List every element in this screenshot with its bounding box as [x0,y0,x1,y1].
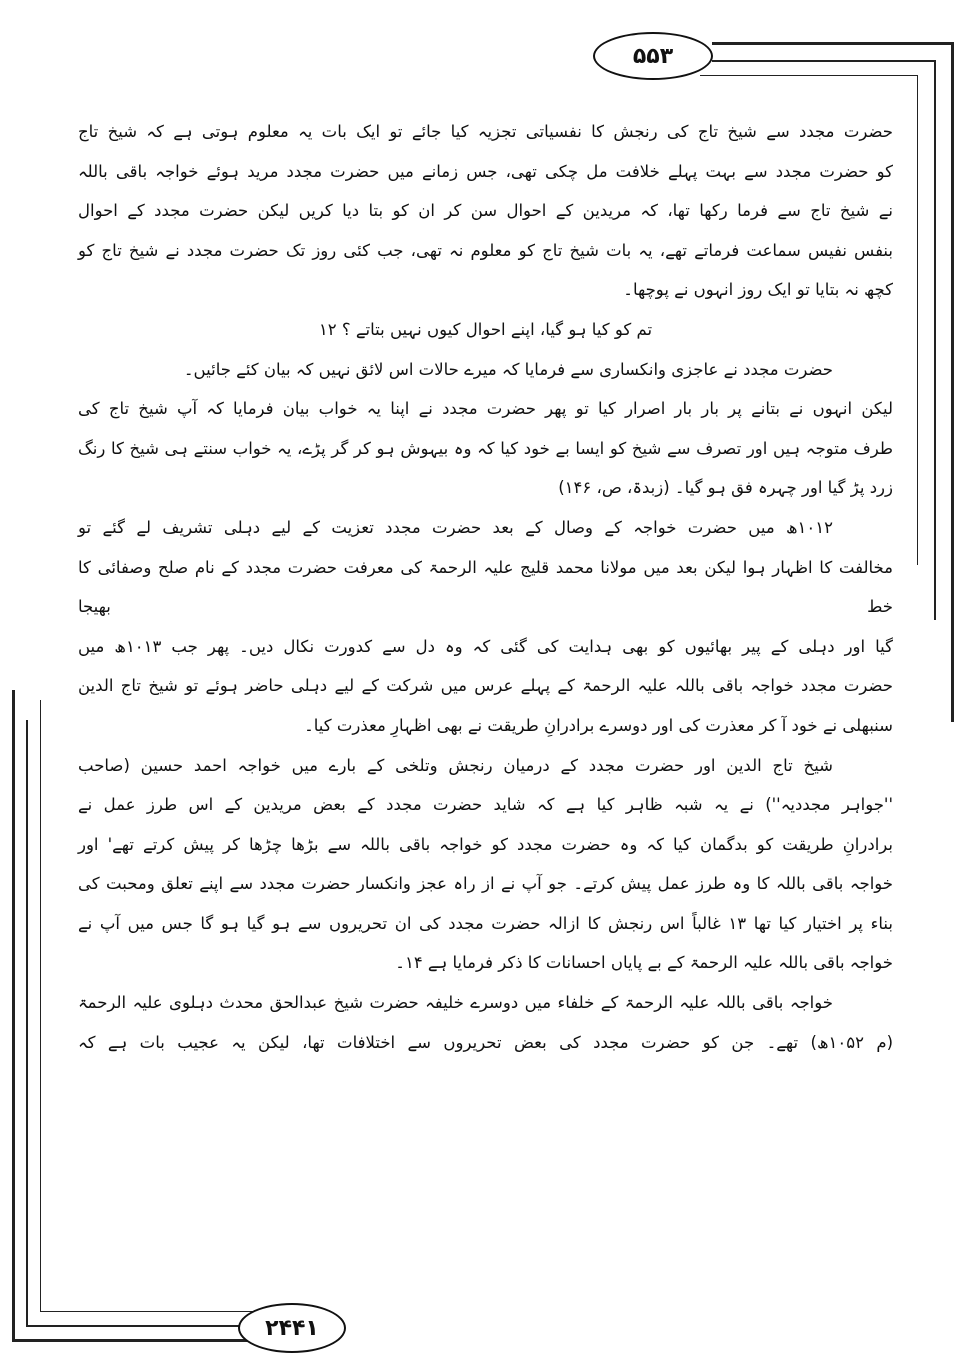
text-line: سنبھلی نے خود آ کر معذرت کی اور دوسرے برادرانِ طریقت نے بھی اظہارِ معذرت کیا۔ [304,715,893,735]
frame-line [12,690,15,1340]
text-line: خواجہ باقی باللہ علیہ الرحمۃ کے بے پایاں احسانات کا ذکر فرمایا ہے ۱۴۔ [395,953,893,973]
text-line: حضرت مجدد نے عاجزی وانکساری سے فرمایا کہ میرے حالات اس لائق نہیں کہ بیان کئے جائیں۔ [183,359,833,379]
text-line: لیکن انہوں نے بتانے پر بار بار اصرار کیا تو پھر حضرت مجدد نے اپنا یہ خواب بیان فرمایا کہ آپ شیخ تاج کی [78,399,893,419]
text-line: طرف متوجہ ہیں اور تصرف سے شیخ کو ایسا بے خود کیا کہ وہ بیہوش ہو کر گر پڑے، یہ خواب سنتے ہی شیخ کا رنگ [78,438,893,458]
body-text [78,112,893,1062]
text-line: شیخ تاج الدین اور حضرت مجدد کے درمیان رنجش وتلخی کے بارے میں خواجہ احمد حسین (صاحب [78,755,833,775]
frame-line [700,75,918,76]
frame-line [712,60,936,62]
page-number-bottom: ۲۴۴۱ [238,1303,346,1353]
frame-line [934,60,936,620]
text-line: خواجہ باقی باللہ علیہ الرحمۃ کے خلفاء میں دوسرے خلیفہ حضرت شیخ عبدالحق محدث دہلوی علیہ الرحمۃ [78,993,833,1013]
text-line: کو حضرت مجدد سے بہت پہلے خلافت مل چکی تھی، جس زمانے میں حضرت مجدد مرید ہوئے خواجہ باقی باللہ [78,161,893,181]
quote-line: تم کو کیا ہو گیا، اپنے احوال کیوں نہیں بتاتے ؟ ۱۲ [318,319,653,339]
frame-line [951,42,954,722]
text-line: ''جواہر مجددیہ'') نے یہ شبہ ظاہر کیا ہے کہ شاید حضرت مجدد کے بعض مریدین کے اس طرز عمل نے [78,795,893,815]
page-number-top: ۵۵۳ [593,32,713,80]
frame-line [40,1311,255,1312]
frame-line [26,720,28,1325]
text-line: (م ۱۰۵۲ھ) تھے۔ جن کو حضرت مجدد کی بعض تحریروں سے اختلافات تھا، لیکن یہ عجیب بات ہے کہ [78,1032,894,1052]
text-line: ۱۰۱۲ھ میں حضرت خواجہ کے وصال کے بعد حضرت مجدد تعزیت کے لیے دہلی تشریف لے گئے تو [78,517,833,537]
frame-line [917,75,918,565]
text-line: بناء پر اختیار کیا تھا ۱۳ غالباً اس رنجش کا ازالہ حضرت مجدد کی ان تحریروں سے ہو گیا ہو گا جس میں آپ نے [78,913,893,933]
text-line: بنفس نفیس سماعت فرماتے تھے، یہ بات شیخ تاج کو معلوم نہ تھی، جب کئی روز تک حضرت مجدد نے شیخ تاج کو [78,240,893,260]
text-line: گیا اور دہلی کے پیر بھائیوں کو بھی ہدایت کی گئی کہ وہ دل سے کدورت نکال دیں۔ پھر جب ۱۰۱۳ھ میں [78,636,893,656]
text-line: خواجہ باقی باللہ کا وہ طرز عمل پیش کرتے۔ جو آپ نے از راہ عجز وانکسار حضرت مجدد سے اپنے تعلق ومحبت کی [78,874,893,894]
text-line: نے شیخ تاج سے فرما رکھا تھا، کہ مریدین کے احوال سن کر ان کو بتا دیا کریں لیکن حضرت مجدد کے احوال [78,201,893,221]
frame-line [12,1339,252,1342]
frame-line [40,700,41,1312]
text-line: حضرت مجدد سے شیخ تاج کی رنجش کا نفسیاتی تجزیہ کیا جائے تو ایک بات یہ معلوم ہوتی ہے کہ شیخ تاج [78,122,893,141]
text-line: مخالفت کا اظہار ہوا لیکن بعد میں مولانا محمد قلیج علیہ الرحمۃ کی معرفت حضرت مجدد کے نام صلح وصفائی کا خط بھیجا [78,557,893,617]
text-line: کچھ نہ بتایا تو ایک روز انہوں نے پوچھا۔ [623,280,893,300]
text-line: زرد پڑ گیا اور چہرہ فق ہو گیا۔ (زبدۃ، ص، ۱۴۶) [558,478,893,498]
frame-line [26,1325,252,1327]
text-line: حضرت مجدد خواجہ باقی باللہ علیہ الرحمۃ کے پہلے عرس میں شرکت کے لیے دہلی حاضر ہوئے تو شیخ تاج الدین [78,676,893,696]
frame-line [712,42,954,45]
text-line: برادرانِ طریقت کو بدگمان کیا کہ وہ حضرت مجدد کو خواجہ باقی باللہ سے بڑھا چڑھا کر پیش کرتے تھے' اور [78,834,893,854]
